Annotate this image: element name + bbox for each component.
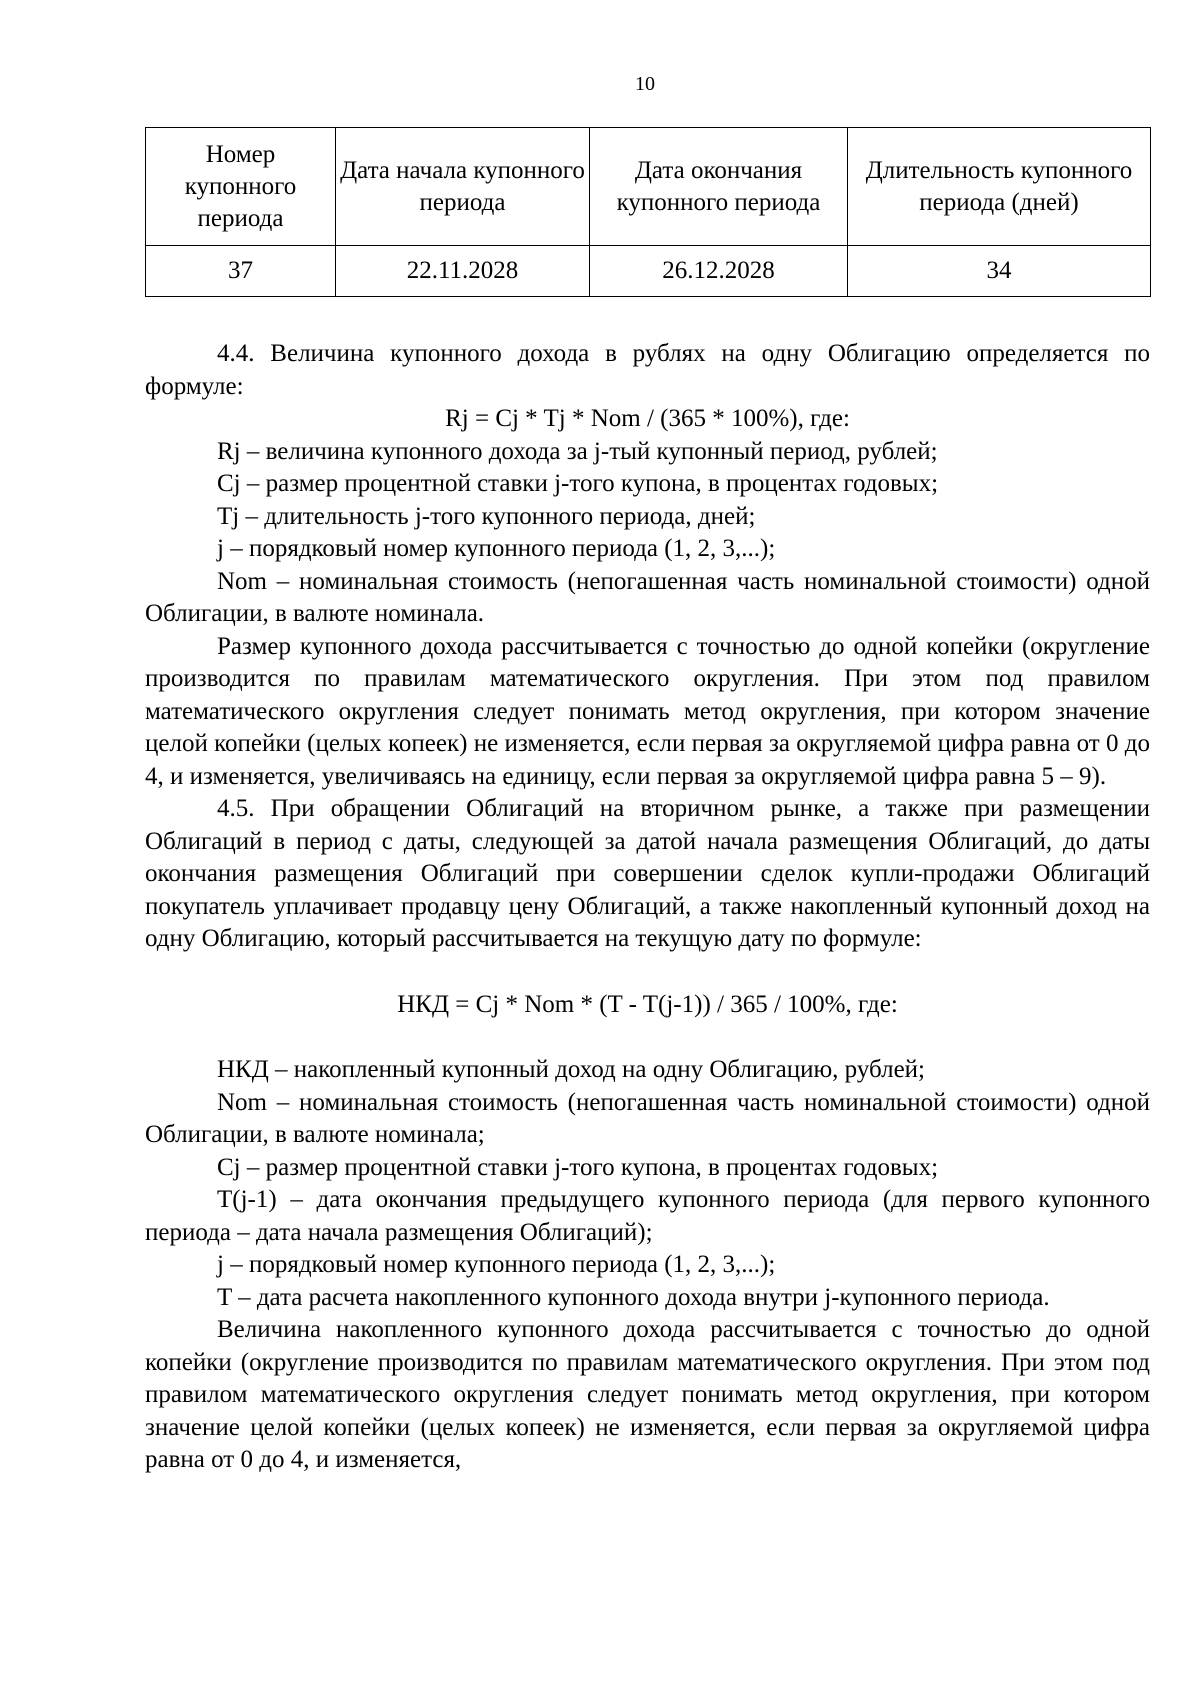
table-header-row bbox=[146, 128, 1151, 246]
definition-t: T – дата расчета накопленного купонного дохода внутри j-купонного периода. bbox=[217, 1283, 1050, 1311]
header-coupon-number: Номер купонного периода bbox=[146, 128, 336, 246]
definition-nom: Nom – номинальная стоимость (непогашенная часть номинальной стоимости) одной Облигации, в валюте номинала. bbox=[145, 567, 1150, 627]
header-start-date: Дата начала купонного периода bbox=[336, 128, 590, 246]
page-number: 10 bbox=[635, 73, 655, 95]
definition-rj: Rj – величина купонного дохода за j-тый купонный период, рублей; bbox=[217, 437, 938, 465]
paragraph-accrued-rounding: Величина накопленного купонного дохода рассчитывается с точностью до одной копейки (округление производится по правилам математического округления. При этом под правилом математического округления следует понимать метод округления, при котором значение целой копейки (целых копеек) не изменяется, если первая за округляемой цифра равна от 0 до 4, и изменяется, bbox=[145, 1316, 1150, 1473]
cell-end-date: 26.12.2028 bbox=[590, 246, 848, 297]
cell-coupon-number: 37 bbox=[146, 246, 336, 297]
definition-j: j – порядковый номер купонного периода (1, 2, 3,...); bbox=[217, 535, 776, 562]
header-end-date: Дата окончания купонного периода bbox=[590, 128, 848, 246]
definition-cj-2: Cj – размер процентной ставки j-того купона, в процентах годовых; bbox=[217, 1153, 939, 1181]
paragraph-4-4: 4.4. Величина купонного дохода в рублях на одну Облигацию определяется по формуле: bbox=[145, 340, 1150, 400]
definition-cj: Cj – размер процентной ставки j-того купона, в процентах годовых; bbox=[217, 470, 939, 497]
cell-duration: 34 bbox=[848, 246, 1151, 297]
paragraph-rounding: Размер купонного дохода рассчитывается с точностью до одной копейки (округление производится по правилам математического округления. При этом под правилом математического округления следует понимать метод округления, при котором значение целой копейки (целых копеек) не изменяется, если первая за округляемой цифра равна от 0 до 4, и изменяется, увеличиваясь на единицу, если первая за округляемой цифра равна 5 – 9). bbox=[145, 632, 1150, 790]
formula-accrued-income: НКД = Cj * Nom * (T - T(j-1)) / 365 / 100%, где: bbox=[397, 990, 898, 1018]
header-duration: Длительность купонного периода (дней) bbox=[848, 128, 1151, 246]
definition-tj: Tj – длительность j-того купонного периода, дней; bbox=[217, 502, 756, 530]
table-row bbox=[146, 246, 1151, 297]
paragraph-4-5: 4.5. При обращении Облигаций на вторичном рынке, а также при размещении Облигаций в период с даты, следующей за датой начала размещения Облигаций, до даты окончания размещения Облигаций при совершении сделок купли-продажи Облигаций покупатель уплачивает продавцу цену Облигаций, а также накопленный купонный доход на одну Облигацию, который рассчитывается на текущую дату по формуле: bbox=[145, 795, 1150, 952]
definition-nom-2: Nom – номинальная стоимость (непогашенная часть номинальной стоимости) одной Облигации, в валюте номинала; bbox=[145, 1088, 1150, 1148]
definition-nkd: НКД – накопленный купонный доход на одну Облигацию, рублей; bbox=[217, 1056, 925, 1083]
formula-coupon-income: Rj = Cj * Tj * Nom / (365 * 100%), где: bbox=[445, 405, 850, 432]
definition-t-prev: T(j-1) – дата окончания предыдущего купонного периода (для первого купонного периода – дата начала размещения Облигаций); bbox=[145, 1186, 1150, 1246]
definition-j-2: j – порядковый номер купонного периода (1, 2, 3,...); bbox=[217, 1251, 776, 1278]
coupon-period-table bbox=[145, 127, 1151, 297]
cell-start-date: 22.11.2028 bbox=[336, 246, 590, 297]
body-text bbox=[145, 338, 1150, 1477]
